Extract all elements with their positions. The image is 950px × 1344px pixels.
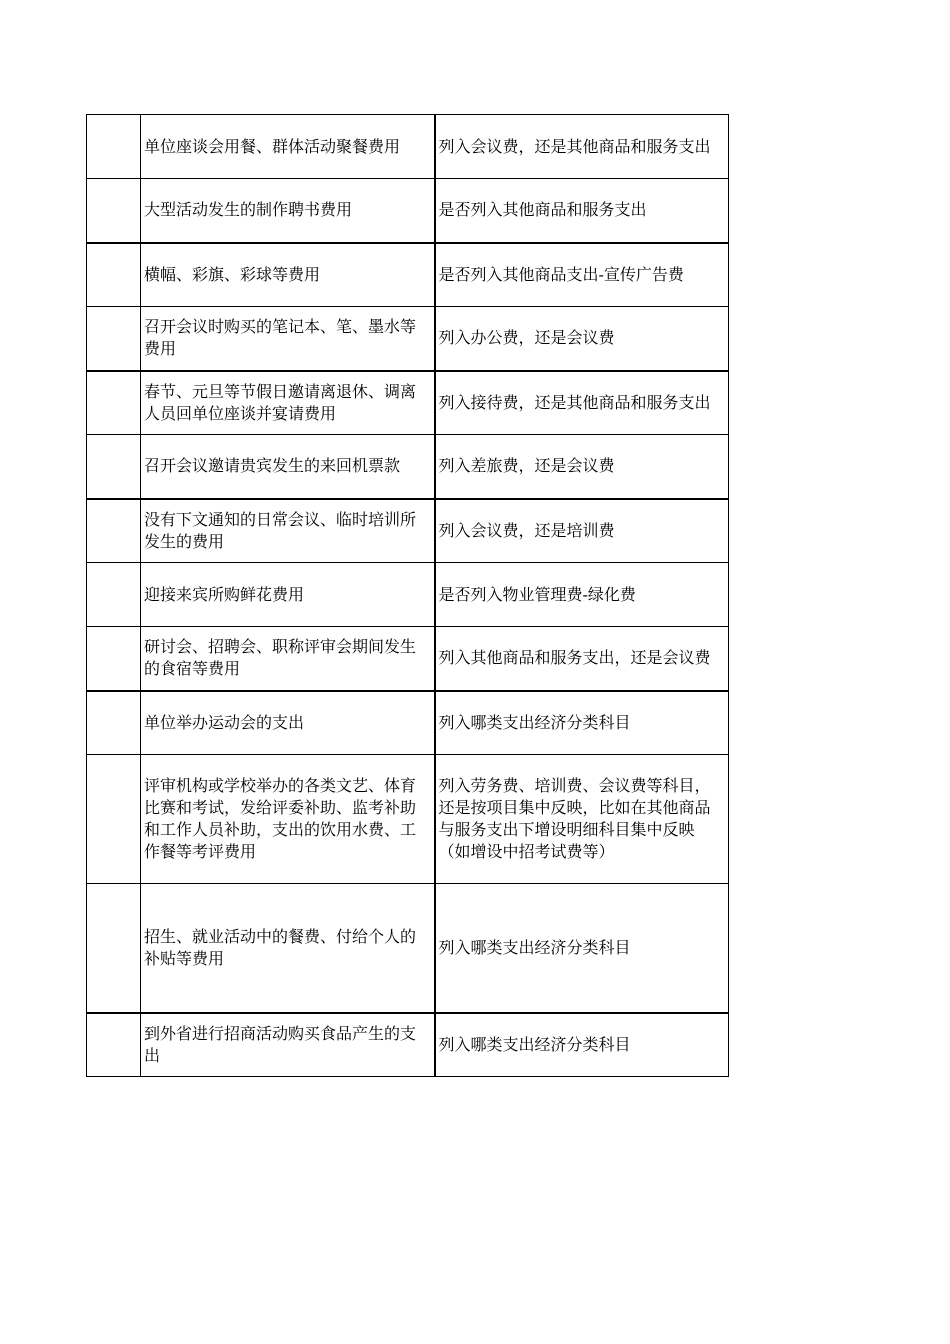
index-cell (87, 884, 141, 1013)
table-row (87, 563, 729, 627)
index-cell (87, 499, 141, 563)
index-cell (87, 1013, 141, 1077)
question-cell: 列入其他商品和服务支出，还是会议费 (435, 627, 729, 691)
question-cell: 列入哪类支出经济分类科目 (435, 691, 729, 755)
question-cell: 列入接待费，还是其他商品和服务支出 (435, 371, 729, 435)
index-cell (87, 563, 141, 627)
table-row (87, 179, 729, 243)
item-cell: 评审机构或学校举办的各类文艺、体育比赛和考试，发给评委补助、监考补助和工作人员补助，支出的饮用水费、工作餐等考评费用 (141, 755, 435, 884)
index-cell (87, 307, 141, 371)
table-row (87, 243, 729, 307)
index-cell (87, 691, 141, 755)
index-cell (87, 243, 141, 307)
table-row (87, 371, 729, 435)
item-cell: 研讨会、招聘会、职称评审会期间发生的食宿等费用 (141, 627, 435, 691)
item-cell: 单位举办运动会的支出 (141, 691, 435, 755)
item-cell: 春节、元旦等节假日邀请离退休、调离人员回单位座谈并宴请费用 (141, 371, 435, 435)
table-row (87, 307, 729, 371)
index-cell (87, 115, 141, 179)
question-cell: 是否列入物业管理费-绿化费 (435, 563, 729, 627)
table-row (87, 1013, 729, 1077)
question-cell: 列入差旅费，还是会议费 (435, 435, 729, 499)
question-cell: 列入哪类支出经济分类科目 (435, 1013, 729, 1077)
question-cell: 列入会议费，还是培训费 (435, 499, 729, 563)
item-cell: 招生、就业活动中的餐费、付给个人的补贴等费用 (141, 884, 435, 1013)
table-row (87, 435, 729, 499)
index-cell (87, 435, 141, 499)
question-cell: 列入劳务费、培训费、会议费等科目，还是按项目集中反映，比如在其他商品与服务支出下增设明细科目集中反映（如增设中招考试费等） (435, 755, 729, 884)
table-row (87, 627, 729, 691)
question-cell: 列入哪类支出经济分类科目 (435, 884, 729, 1013)
expense-classification-table (86, 114, 729, 1077)
table-row (87, 115, 729, 179)
item-cell: 没有下文通知的日常会议、临时培训所发生的费用 (141, 499, 435, 563)
question-cell: 是否列入其他商品和服务支出 (435, 179, 729, 243)
item-cell: 单位座谈会用餐、群体活动聚餐费用 (141, 115, 435, 179)
table-row (87, 499, 729, 563)
table-row (87, 884, 729, 1013)
item-cell: 大型活动发生的制作聘书费用 (141, 179, 435, 243)
question-cell: 列入会议费，还是其他商品和服务支出 (435, 115, 729, 179)
item-cell: 迎接来宾所购鲜花费用 (141, 563, 435, 627)
index-cell (87, 627, 141, 691)
table-row (87, 691, 729, 755)
item-cell: 召开会议时购买的笔记本、笔、墨水等费用 (141, 307, 435, 371)
index-cell (87, 371, 141, 435)
index-cell (87, 755, 141, 884)
item-cell: 横幅、彩旗、彩球等费用 (141, 243, 435, 307)
index-cell (87, 179, 141, 243)
question-cell: 列入办公费，还是会议费 (435, 307, 729, 371)
item-cell: 到外省进行招商活动购买食品产生的支出 (141, 1013, 435, 1077)
table-row (87, 755, 729, 884)
item-cell: 召开会议邀请贵宾发生的来回机票款 (141, 435, 435, 499)
question-cell: 是否列入其他商品支出-宣传广告费 (435, 243, 729, 307)
